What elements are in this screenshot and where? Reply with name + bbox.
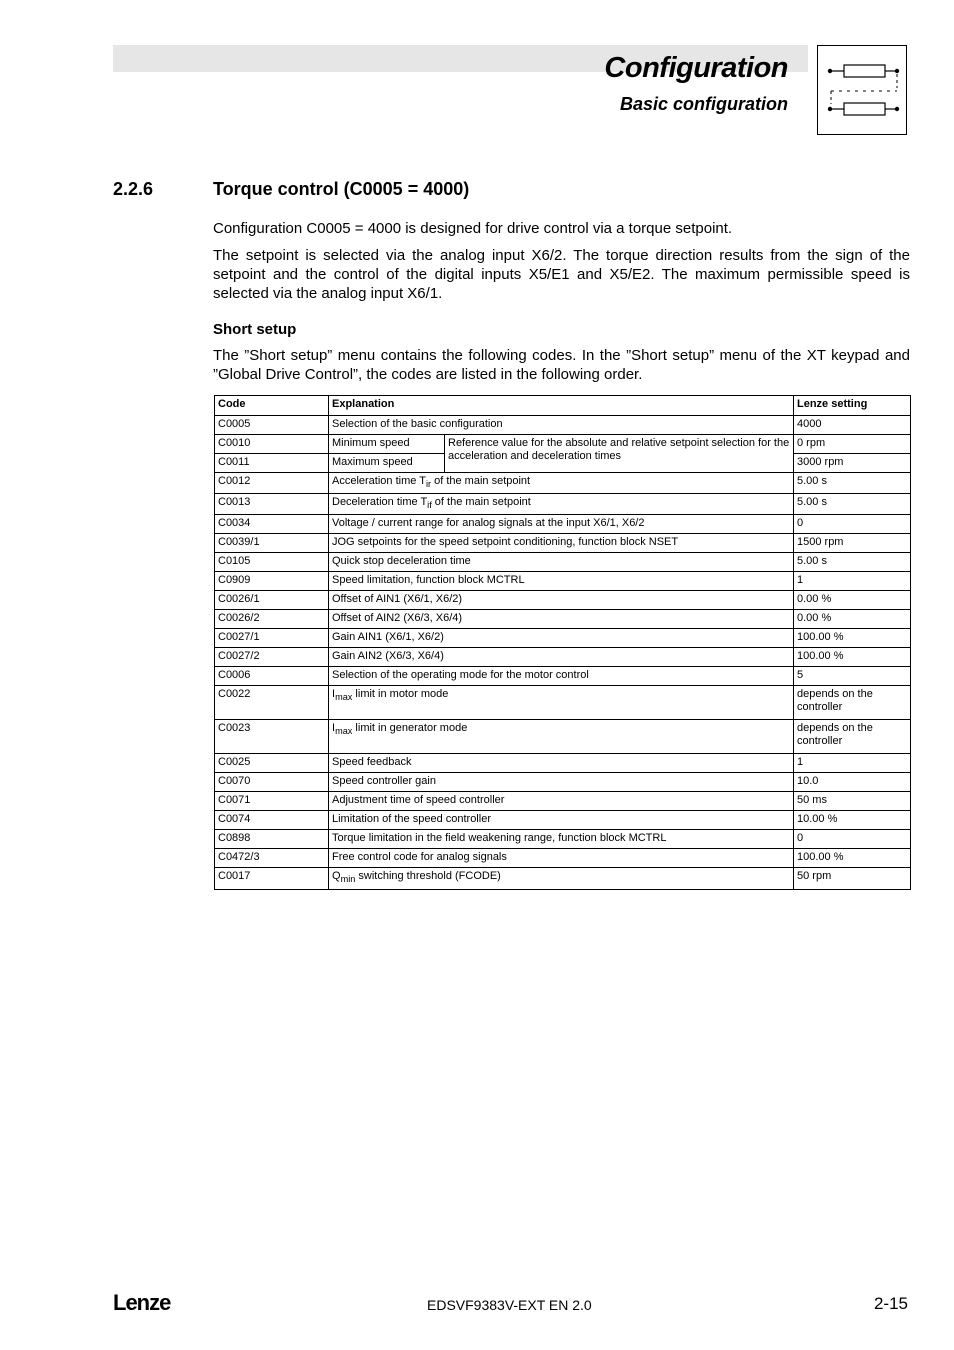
document-id: EDSVF9383V-EXT EN 2.0 (427, 1297, 592, 1313)
setting-cell: depends on the controller (794, 720, 911, 754)
code-cell: C0472/3 (215, 849, 329, 868)
explanation-cell: $Q_{min}$ switching threshold (FCODE) (329, 868, 794, 889)
table-row (215, 648, 911, 667)
setting-cell: 0 (794, 515, 911, 534)
table-row (215, 515, 911, 534)
code-cell: C0026/2 (215, 610, 329, 629)
code-cell: C0017 (215, 868, 329, 889)
table-row (215, 572, 911, 591)
table-row (215, 811, 911, 830)
table-row (215, 534, 911, 553)
code-cell: C0034 (215, 515, 329, 534)
explanation-cell: JOG setpoints for the speed setpoint conditioning, function block NSET (329, 534, 794, 553)
intro-paragraph: Configuration C0005 = 4000 is designed for drive control via a torque setpoint. (213, 220, 733, 237)
code-cell: C0039/1 (215, 534, 329, 553)
page-number: 2-15 (873, 1294, 908, 1313)
table-row (215, 792, 911, 811)
table-row (215, 494, 911, 515)
setting-cell: depends on the controller (794, 686, 911, 720)
circuit-diagram-icon (817, 45, 907, 135)
explanation-cell: Speed controller gain (329, 773, 794, 792)
setting-cell: 4000 (794, 416, 911, 435)
header-code: Code (215, 396, 329, 416)
code-cell: C0022 (215, 686, 329, 720)
setting-cell: 5.00 s (794, 494, 911, 515)
setting-cell: 1 (794, 572, 911, 591)
explanation-cell: Quick stop deceleration time (329, 553, 794, 572)
explanation-cell: Free control code for analog signals (329, 849, 794, 868)
table-header-row (215, 396, 911, 416)
code-cell: C0898 (215, 830, 329, 849)
code-cell: C0105 (215, 553, 329, 572)
setting-cell: 0 rpm (794, 435, 911, 454)
table-row (215, 667, 911, 686)
code-cell: C0023 (215, 720, 329, 754)
explanation-cell: Adjustment time of speed controller (329, 792, 794, 811)
code-cell: C0006 (215, 667, 329, 686)
code-cell: C0011 (215, 454, 329, 473)
table-row (215, 686, 911, 720)
header-explanation: Explanation (329, 396, 794, 416)
setting-cell: 100.00 % (794, 629, 911, 648)
explanation-cell: Speed feedback (329, 754, 794, 773)
code-cell: C0071 (215, 792, 329, 811)
table-row (215, 416, 911, 435)
table-row (215, 553, 911, 572)
table-row (215, 435, 911, 454)
explanation-cell: Selection of the basic configuration (329, 416, 794, 435)
table-row (215, 868, 911, 889)
chapter-title: Configuration (604, 52, 788, 84)
explanation-cell: Offset of AIN2 (X6/3, X6/4) (329, 610, 794, 629)
reference-note-cell: Reference value for the absolute and relative setpoint selection for the acceleration and deceleration times (445, 435, 794, 473)
explanation-cell: Maximum speed (329, 454, 445, 473)
code-cell: C0012 (215, 473, 329, 494)
explanation-cell: $I_{max}$ limit in generator mode (329, 720, 794, 754)
setting-cell: 1 (794, 754, 911, 773)
code-cell: C0909 (215, 572, 329, 591)
table-row (215, 629, 911, 648)
code-cell: C0074 (215, 811, 329, 830)
setting-cell: 5 (794, 667, 911, 686)
setting-cell: 100.00 % (794, 849, 911, 868)
table-row (215, 720, 911, 754)
setting-cell: 0.00 % (794, 591, 911, 610)
setting-cell: 1500 rpm (794, 534, 911, 553)
table-row (215, 849, 911, 868)
table-row (215, 830, 911, 849)
explanation-cell: $I_{max}$ limit in motor mode (329, 686, 794, 720)
explanation-cell: Gain AIN2 (X6/3, X6/4) (329, 648, 794, 667)
explanation-cell: Minimum speed (329, 435, 445, 454)
setting-cell: 100.00 % (794, 648, 911, 667)
table-row (215, 754, 911, 773)
setting-cell: 10.0 (794, 773, 911, 792)
code-cell: C0027/2 (215, 648, 329, 667)
setting-cell: 5.00 s (794, 473, 911, 494)
chapter-subtitle: Basic configuration (619, 94, 788, 114)
setting-cell: 0 (794, 830, 911, 849)
explanation-cell: Deceleration time $T_{if}$ of the main setpoint (329, 494, 794, 515)
code-cell: C0027/1 (215, 629, 329, 648)
explanation-cell: Offset of AIN1 (X6/1, X6/2) (329, 591, 794, 610)
setting-cell: 0.00 % (794, 610, 911, 629)
setting-cell: 50 rpm (794, 868, 911, 889)
table-row (215, 591, 911, 610)
code-cell: C0026/1 (215, 591, 329, 610)
short-setup-heading: Short setup (213, 321, 297, 338)
setting-cell: 50 ms (794, 792, 911, 811)
section-title: Torque control (C0005 = 4000) (213, 179, 470, 199)
codes-table (214, 395, 911, 890)
code-cell: C0025 (215, 754, 329, 773)
short-setup-intro: The ”Short setup” menu contains the following codes. In the ”Short setup” menu of the XT keypad and ”Global Drive Control”, the codes are listed in the following order. (213, 347, 910, 383)
setting-cell: 5.00 s (794, 553, 911, 572)
lenze-logo: Lenze (113, 1290, 171, 1315)
table-row (215, 473, 911, 494)
code-cell: C0013 (215, 494, 329, 515)
explanation-cell: Torque limitation in the field weakening range, function block MCTRL (329, 830, 794, 849)
code-cell: C0010 (215, 435, 329, 454)
setpoint-paragraph: The setpoint is selected via the analog input X6/2. The torque direction results from the sign of the setpoint and the control of the digital inputs X5/E1 and X5/E2. The maximum permissible speed is selected via the analog input X6/1. (213, 247, 910, 302)
explanation-cell: Selection of the operating mode for the motor control (329, 667, 794, 686)
table-row (215, 610, 911, 629)
code-cell: C0070 (215, 773, 329, 792)
explanation-cell: Voltage / current range for analog signals at the input X6/1, X6/2 (329, 515, 794, 534)
code-cell: C0005 (215, 416, 329, 435)
header-lenze-setting: Lenze setting (794, 396, 911, 416)
section-number: 2.2.6 (113, 179, 154, 199)
setting-cell: 10.00 % (794, 811, 911, 830)
explanation-cell: Limitation of the speed controller (329, 811, 794, 830)
setting-cell: 3000 rpm (794, 454, 911, 473)
explanation-cell: Acceleration time $T_{ir}$ of the main setpoint (329, 473, 794, 494)
explanation-cell: Gain AIN1 (X6/1, X6/2) (329, 629, 794, 648)
table-row (215, 773, 911, 792)
explanation-cell: Speed limitation, function block MCTRL (329, 572, 794, 591)
